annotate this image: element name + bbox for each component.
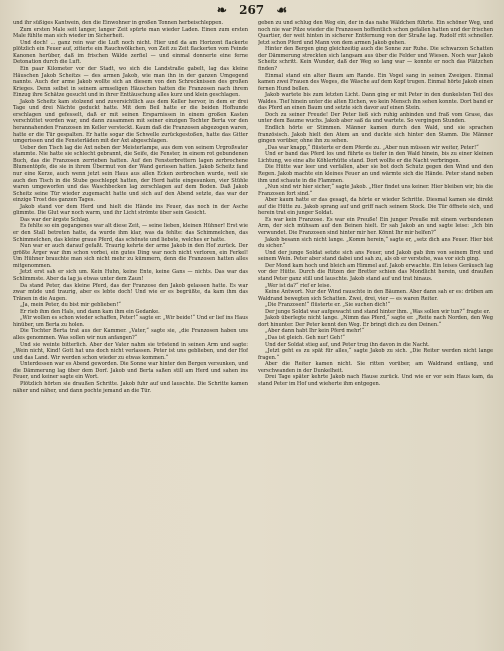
paragraph: geben zu und schlug den Weg ein, der in das nahe Wäldchen führte. Ein schöner Weg, und noch nie war Pilze wieder die Franzosen hoffentlich schon gefallen hatten und der frischen Quartier, der weit hinten in sicherer Entfernung von der Straße lag. Rudolf ritt schneller. Jetzt schon Pferd und Mann von dem armen Jakob gehen. (258, 20, 493, 46)
paragraph: Jakob wartete bis zum letzten Licht. Dann ging er mit Peter in den dunkelsten Teil des Waldes. Tief hinein unter die alten Eichen, wo kein Mensch ihn sehen konnte. Dort band er das Pferd an einen Baum und setzte sich davor auf einen Stein. (258, 92, 493, 112)
paragraph: und ihr süßiges Kantwein, den die Einwohner in großen Tonnen herbeischleppen. (13, 20, 224, 26)
paragraph: „Das war knapp,“ flüsterte er dem Pferde zu. „Aber nun müssen wir weiter, Peter!“ (265, 144, 479, 151)
paragraph: Endlich hörte er Stimmen. Männer kamen durch den Wald, und sie sprachen französisch. Jakob hielt den Atem an und duckte sich hinter den Stamm. Die Männer gingen vorüber, ohne ihn zu sehen. (258, 125, 493, 145)
left-column (13, 20, 248, 647)
paragraph: Jakob stand vor dem Herd und hielt die Hände ins Feuer, das noch in der Asche glimmte. Die Glut war noch warm, und ihr Licht strömte über sein Gesicht. (13, 203, 248, 217)
paragraph: Es fehlte so ein gegangenes war alt diese Zeit, — seine lieben, kleinen Hühner! Erst wie er den Stall betreten hatte, da wurde ihm klar, was da fehlte: das Schimmelchen, das Schimmelchen, das kleine graue Pferd, das schönste und liebste, welches er hatte. (13, 223, 248, 243)
paragraph: Jetzt erst sah er sich um. Kein Huhn, keine Ente, keine Gans — nichts. Das war das Schlimmste. Aber da lag ja etwas unter dem Zaun! (13, 269, 248, 282)
paragraph: Drei Tage später kehrte Jakob nach Hause zurück. Und wie er vor sein Haus kam, da stand Peter im Hof und wieherte ihm entgegen. (258, 374, 493, 387)
paragraph: Jakob überlegte nicht lange. „Nimm das Pferd,“ sagte er. „Reite nach Norden, den Weg dort hinunter. Der Peter kennt den Weg. Er bringt dich zu den Deinen.“ (258, 315, 493, 328)
paragraph: Jakob besann sich nicht lange. „Komm herein,“ sagte er, „setz dich ans Feuer. Hier bist du sicher.“ (258, 236, 493, 250)
paragraph: Ein paar Kilometer vor der Stadt, wo sich die Landstraße gabelt, lag das kleine Häuschen Jakob Scheitzs — des armen Jakob, wie man ihn in der ganzen Umgegend nannte. Auch der arme Jakob wollte sich an diesem von den Schrecknissen des großen Krieges. Denn selbst in seinem armseligen Häuschen hatten die Franzosen nach ihrem Einzug ihre Schätze gesucht und in ihrer Enttäuschung alles kurz und klein geschlagen. (13, 65, 248, 99)
paragraph: „Nun sind wir hier sicher,“ sagte Jakob. „Hier findet uns keiner. Hier bleiben wir, bis die Franzosen fort sind.“ (258, 184, 493, 197)
paragraph: Doch zu seiner Freude! Der Peter ließ sich ruhig anbinden und fraß vom Grase, das unter dem Baume wuchs. Jakob aber saß da und wartete. So vergingen Stunden. (258, 111, 493, 125)
paragraph: Und doch! ... ganz rein war die Luft noch nicht. Hier und da am Horizont flackerte plötzlich ein Feuer auf, zitterte ein Rauchwölkchen, von Zeit zu Zeit flackerten vom Feinde Kanonen herüber, daß im frischen Wälde zerfiel — und einmal donnerte eine ferne Detonation durch die Luft. (13, 39, 248, 66)
page-header (0, 3, 504, 19)
ornament-left: ❧ (216, 3, 227, 17)
paragraph: Und sie weinte bitterlich. Aber der Vater nahm sie tröstend in seinen Arm und sagte: „Wein nicht, Kind! Gott hat uns doch nicht verlassen. Peter ist uns geblieben, und der Hof und das Land. Wir werden schon wieder zu etwas kommen.“ (13, 341, 248, 361)
paragraph: „Die Franzosen!“ flüsterte er. „Sie suchen dich!“ (265, 302, 391, 309)
paragraph: „Wir wollen es schon wieder schaffen, Peter!“ sagte er. „Wir beide!“ Und er lief ins Haus hinüber, um Berta zu holen. (13, 315, 248, 328)
paragraph: Nun war er auch darauf gefaßt. Traurig kehrte der arme Jakob in den Hof zurück. Der größte Ärger war ihm schon vorbei, ein gutes Ding war noch nicht verloren, ein Ferkel! Um Hühner brauchte man sich nicht mehr zu kümmern, denn die Franzosen hatten alles mitgenommen. (13, 243, 248, 269)
paragraph: Das war der ärgste Schlag. (20, 216, 90, 223)
paragraph: „Wer ist da?“ rief er leise. (265, 282, 332, 289)
paragraph: Plötzlich hörten sie draußen Schritte. Jakob fuhr auf und lauschte. Die Schritte kamen näher und näher, und dann pochte jemand an die Tür. (13, 380, 248, 394)
page-number: 267 (239, 3, 265, 17)
paragraph: Und der junge Soldat setzte sich ans Feuer, und Jakob gab ihm von seinem Brot und seinem Wein. Peter aber stand dabei und sah zu, als ob er verstehe, was vor sich ging. (258, 249, 493, 263)
paragraph: Unterdessen war es Abend geworden. Die Sonne war hinter den Bergen versunken, und die Dämmerung lag über dem Dorf. Jakob und Berta saßen still am Herd und sahen ins Feuer, und keiner sagte ein Wort. (13, 361, 248, 381)
paragraph: Zum ersten Male seit langer, langer Zeit spürte man wieder Laden. Einen zum ersten Male fühlte man sich wieder im Sicherheit. (13, 26, 248, 40)
paragraph: Keine Antwort. Nur der Wind rauschte in den Bäumen. Aber dann sah er es: drüben am Waldrand bewegten sich Schatten. Zwei, drei, vier — es waren Reiter. (258, 289, 493, 302)
text-columns (13, 20, 493, 647)
paragraph: Er rieb ihm den Hals, und dann kam ihm ein Gedanke. (20, 308, 160, 315)
paragraph: Hinter den Bergen ging gleichzeitig auch die Sonne zur Ruhe. Die schwarzen Schatten der Dämmerung streckten sich langsam aus über die Felder und Wiesen. Noch war Jakob Scheitz schritt. Kein Wunder, daß der Weg so lang war — konnte er noch das Plätzchen finden? (258, 46, 493, 72)
paragraph: Die Hütte war leer und verfallen, aber sie bot doch Schutz gegen den Wind und den Regen. Jakob machte ein kleines Feuer an und wärmte sich die Hände. Peter stand neben ihm und schaute in die Flammen. (258, 164, 493, 184)
paragraph: „Ja, mein Peter, du bist mir geblieben!“ (20, 302, 121, 309)
paragraph: Der junge Soldat war aufgewacht und stand hinter ihm. „Was sollen wir tun?“ fragte er. (265, 308, 491, 315)
paragraph: Ueber den Tisch lag die Axt neben der Meisterlampe, aus dem von seinem Urgroßvater stammte. Nie hatte sie schlecht gebrannt, die Seife, die Fenster, in einem rot gebundenen Buch, das die Franzosen zerrieben hatten. Auf den Fensterbrettern lagen zerbrochene Blumentöpfe, die sie in ihrem Übermut von der Wand gerissen hatten. Jakob Scheitz fand nur eine Kerze, auch wenn jetzt sein Haus aus allen Ecken zerbrochen wurde, weil sie auch den Tisch in die Stube geschleppt hatten, der Herd hatte eingesunken, vier Stühle waren umgeworfen und das Waschbecken lag zerschlagen auf dem Boden. Daß Jakob Scheitz seine Tür wieder zugemacht hatte und sich auf den Abend setzte, das war der einzige Trost des ganzen Tages. (13, 144, 248, 204)
paragraph: Jakob Scheitz kam stolzend und zuversichtlich aus dem Keller hervor, in dem er drei Tage und drei Nächte geduckt hatte. Mit dem Beil hatte er die beiden Hofhunde erschlagen und gefesselt, daß er mit seinen Ersparnissen in einem großen Kasten verschüttet worden war, und dann zusammen mit seiner einzigen Tochter Berta vor den herannahenden Franzosen im Keller versteckt. Kaum daß die Franzosen abgezogen waren, hatte er die Tür gespalten. Er hatte sogar die Schwelle zurückgestoßen, hatte das Gitter umgerissen und die Fensterläden mit der Axt abgeschlagen. (13, 98, 248, 145)
paragraph: Da stand Peter, das kleine Pferd, das der Franzose den Jakob gelassen hatte. Es war zwar müde und traurig, aber es lebte doch! Und wie er es begrüßte, da kam ihm das Tränen in die Augen. (13, 282, 248, 302)
ornament-right: ☙ (276, 3, 288, 17)
paragraph: Aber die Reiter kamen nicht. Sie ritten vorüber, am Waldrand entlang, und verschwanden in der Dunkelheit. (258, 361, 493, 374)
paragraph: Es war kein Franzose. Es war ein Preuße! Ein junger Preuße mit einem verbundenen Arm, der sich mühsam auf den Beinen hielt. Er sah Jakob an und sagte leise: „Ich bin verwundet. Die Franzosen sind hinter mir her. Könnt Ihr mir helfen?“ (258, 216, 493, 236)
paragraph: Und er band das Pferd los und führte es tiefer in den Wald hinein, bis zu einer kleinen Lichtung, wo eine alte Köhlerhütte stand. Dort wollte er die Nacht verbringen. (258, 151, 493, 164)
paragraph: Der Mond kam hoch und bleich am Himmel auf. Jakob erwachte. Ein leises Geräusch lag vor der Hütte. Durch die Ritzen der Bretter schien das Mondlicht herein, und draußen stand Peter ganz still und lauschte. Jakob stand auf und trat hinaus. (258, 262, 493, 282)
paragraph: Die Tochter Berta trat aus der Kammer. „Vater,“ sagte sie, „die Franzosen haben uns alles genommen. Was sollen wir nun anfangen?“ (13, 328, 248, 341)
right-column (258, 20, 493, 647)
paragraph: „Jetzt geht es zu spät für alles,“ sagte Jakob zu sich. „Die Reiter werden nicht lange fragen.“ (258, 348, 493, 361)
paragraph: Einmal stand ein alter Baum am Rande. Ein Vogel sang in seinen Zweigen. Einmal kamen zwei Frauen des Weges, die Wäsche auf dem Kopf trugen. Einmal hörte Jakob einen fernen Hund bellen. (258, 72, 493, 92)
paragraph: „Das ist gleich. Geh nur! Geh!“ (265, 335, 345, 341)
paragraph: „Aber dann habt Ihr kein Pferd mehr!“ (265, 328, 365, 335)
paragraph: Und der Soldat stieg auf, und Peter trug ihn davon in die Nacht. (265, 341, 430, 348)
paragraph: Aber kaum hatte er das gesagt, da hörte er wieder Schritte. Diesmal kamen sie direkt auf die Hütte zu. Jakob sprang auf und griff nach seinem Stock. Die Tür öffnete sich, und herein trat ein junger Soldat. (258, 197, 493, 217)
